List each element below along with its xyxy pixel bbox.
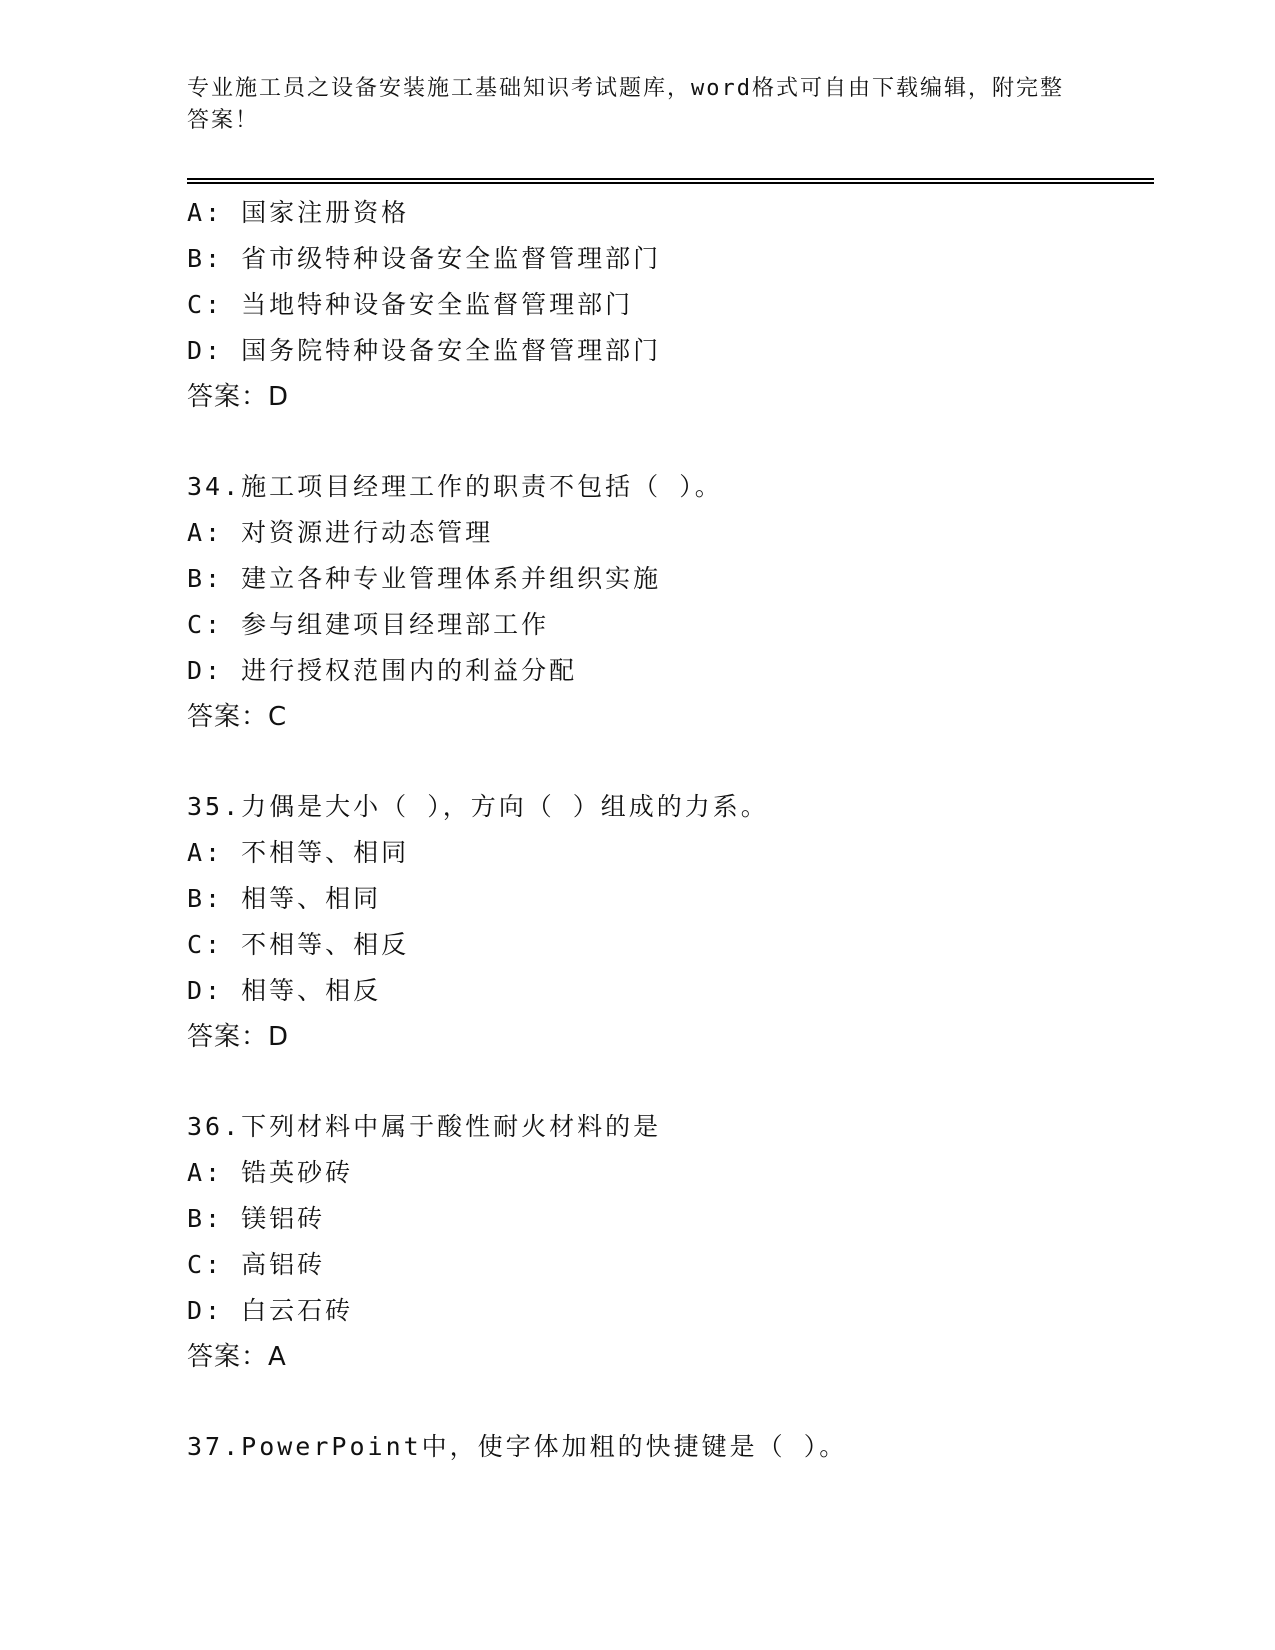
question-text: 34.施工项目经理工作的职责不包括（ ）。 (187, 472, 723, 501)
document-header: 专业施工员之设备安装施工基础知识考试题库，word格式可自由下载编辑，附完整答案！ (187, 76, 1064, 133)
option-a: A: 对资源进行动态管理 (187, 518, 494, 547)
option-b: B: 省市级特种设备安全监督管理部门 (187, 244, 662, 273)
answer-line: 答案：C (187, 702, 288, 732)
option-c: C: 参与组建项目经理部工作 (187, 610, 550, 639)
option-c: C: 当地特种设备安全监督管理部门 (187, 290, 634, 319)
option-d: D: 白云石砖 (187, 1296, 354, 1325)
option-b: B: 相等、相同 (187, 884, 382, 913)
answer-line: 答案：D (187, 382, 290, 412)
answer-line: 答案：D (187, 1022, 290, 1052)
option-d: D: 进行授权范围内的利益分配 (187, 656, 578, 685)
question-block-33 (187, 190, 1147, 420)
option-c: C: 高铝砖 (187, 1250, 326, 1279)
option-b: B: 建立各种专业管理体系并组织实施 (187, 564, 662, 593)
question-block-35 (187, 784, 1147, 1060)
question-block-34 (187, 464, 1147, 740)
option-b: B: 镁铝砖 (187, 1204, 326, 1233)
answer-line: 答案：A (187, 1342, 287, 1372)
option-a: A: 国家注册资格 (187, 198, 410, 227)
question-block-36 (187, 1104, 1147, 1380)
header-divider-top (187, 178, 1154, 180)
question-text: 35.力偶是大小（ ），方向（ ）组成的力系。 (187, 792, 769, 821)
header-divider-bottom (187, 182, 1154, 184)
option-d: D: 相等、相反 (187, 976, 382, 1005)
question-text: 36.下列材料中属于酸性耐火材料的是 (187, 1112, 662, 1141)
option-d: D: 国务院特种设备安全监督管理部门 (187, 336, 662, 365)
question-text: 37.PowerPoint中，使字体加粗的快捷键是（ ）。 (187, 1432, 848, 1461)
option-a: A: 锆英砂砖 (187, 1158, 354, 1187)
question-block-37 (187, 1424, 1147, 1470)
question-list (187, 190, 1147, 1470)
option-a: A: 不相等、相同 (187, 838, 410, 867)
option-c: C: 不相等、相反 (187, 930, 410, 959)
